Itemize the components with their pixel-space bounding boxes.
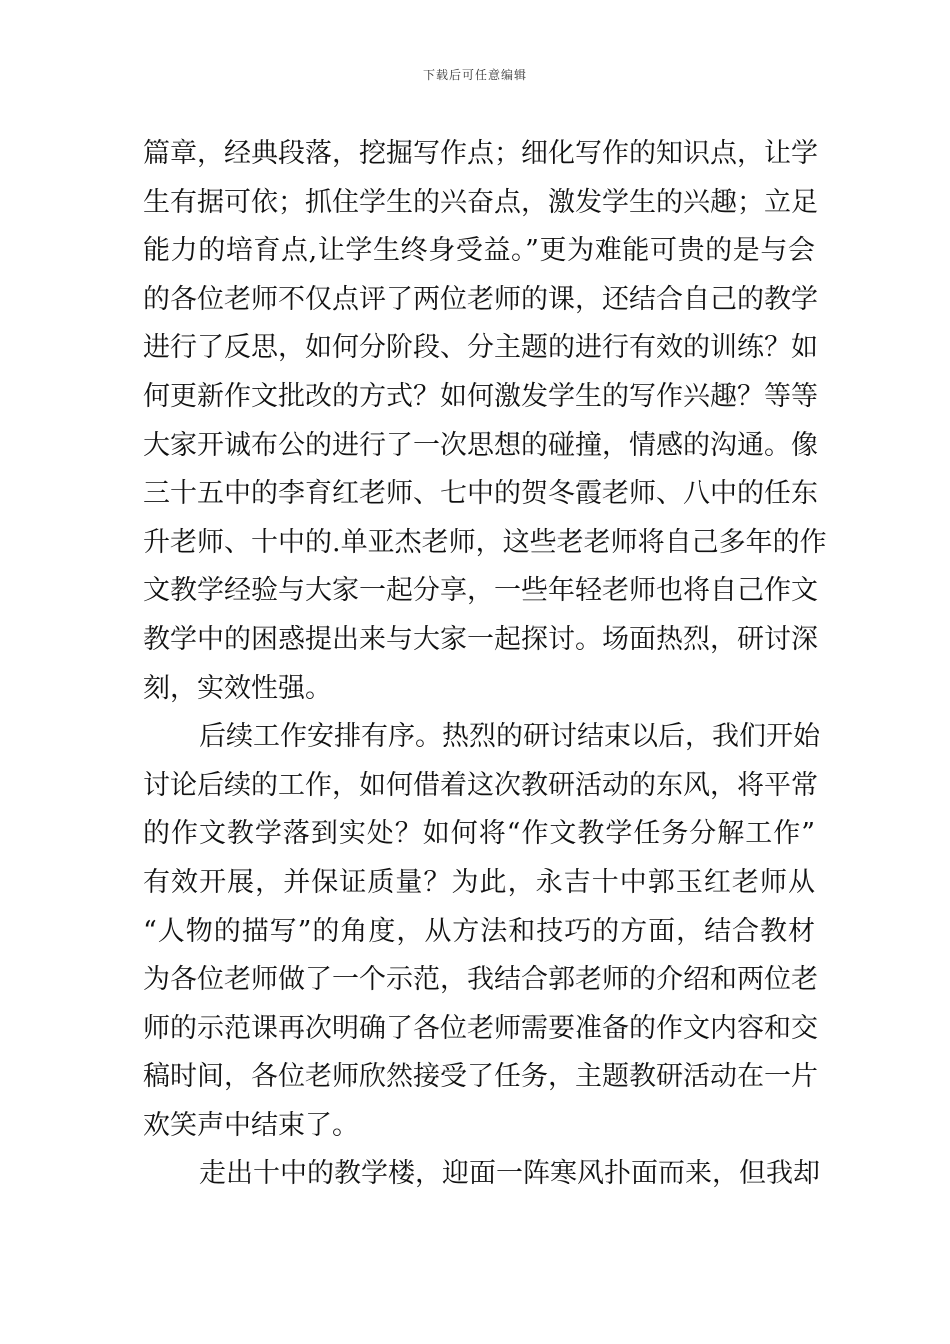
- text-line: 刻，实效性强。: [143, 672, 332, 704]
- text-line: 讨论后续的工作，如何借着这次教研活动的东风，将平常: [143, 769, 818, 801]
- text-line: 的各位老师不仅点评了两位老师的课，还结合自己的教学: [143, 283, 818, 315]
- text-line: 师的示范课再次明确了各位老师需要准备的作文内容和交: [143, 1012, 818, 1044]
- paragraph-1: [143, 130, 827, 713]
- text-line: 稿时间，各位老师欣然接受了任务，主题教研活动在一片: [143, 1061, 818, 1093]
- text-line: 的作文教学落到实处？如何将“作文教学任务分解工作”: [143, 818, 815, 850]
- document-body: [143, 130, 827, 1199]
- paragraph-2: [143, 713, 820, 1150]
- text-line: 文教学经验与大家一起分享，一些年轻老师也将自己作文: [143, 575, 818, 607]
- page-header: 下载后可任意编辑: [422, 68, 527, 82]
- text-line: 后续工作安排有序。热烈的研讨结束以后，我们开始: [199, 721, 820, 753]
- paragraph-3: [143, 1150, 820, 1199]
- text-line: 进行了反思，如何分阶段、分主题的进行有效的训练？如: [143, 332, 818, 364]
- text-line: 大家开诚布公的进行了一次思想的碰撞，情感的沟通。像: [143, 429, 818, 461]
- text-line: 升老师、十中的.单亚杰老师，这些老老师将自己多年的作: [143, 526, 827, 558]
- text-line: 为各位老师做了一个示范，我结合郭老师的介绍和两位老: [143, 964, 818, 996]
- text-line: 三十五中的李育红老师、七中的贺冬霞老师、八中的任东: [143, 478, 818, 510]
- text-line: 教学中的困惑提出来与大家一起探讨。场面热烈，研讨深: [143, 623, 818, 655]
- text-line: 生有据可依；抓住学生的兴奋点，激发学生的兴趣；立足: [143, 186, 818, 218]
- text-line: 有效开展，并保证质量？为此，永吉十中郭玉红老师从: [143, 866, 815, 898]
- text-line: 欢笑声中结束了。: [143, 1109, 359, 1141]
- text-line: 何更新作文批改的方式？如何激发学生的写作兴趣？等等: [143, 380, 818, 412]
- text-line: “人物的描写”的角度，从方法和技巧的方面，结合教材: [143, 915, 815, 947]
- text-line: 走出十中的教学楼，迎面一阵寒风扑面而来，但我却: [199, 1158, 820, 1190]
- text-line: 能力的培育点,让学生终身受益。”更为难能可贵的是与会: [143, 235, 815, 267]
- text-line: 篇章，经典段落，挖掘写作点；细化写作的知识点，让学: [143, 138, 818, 169]
